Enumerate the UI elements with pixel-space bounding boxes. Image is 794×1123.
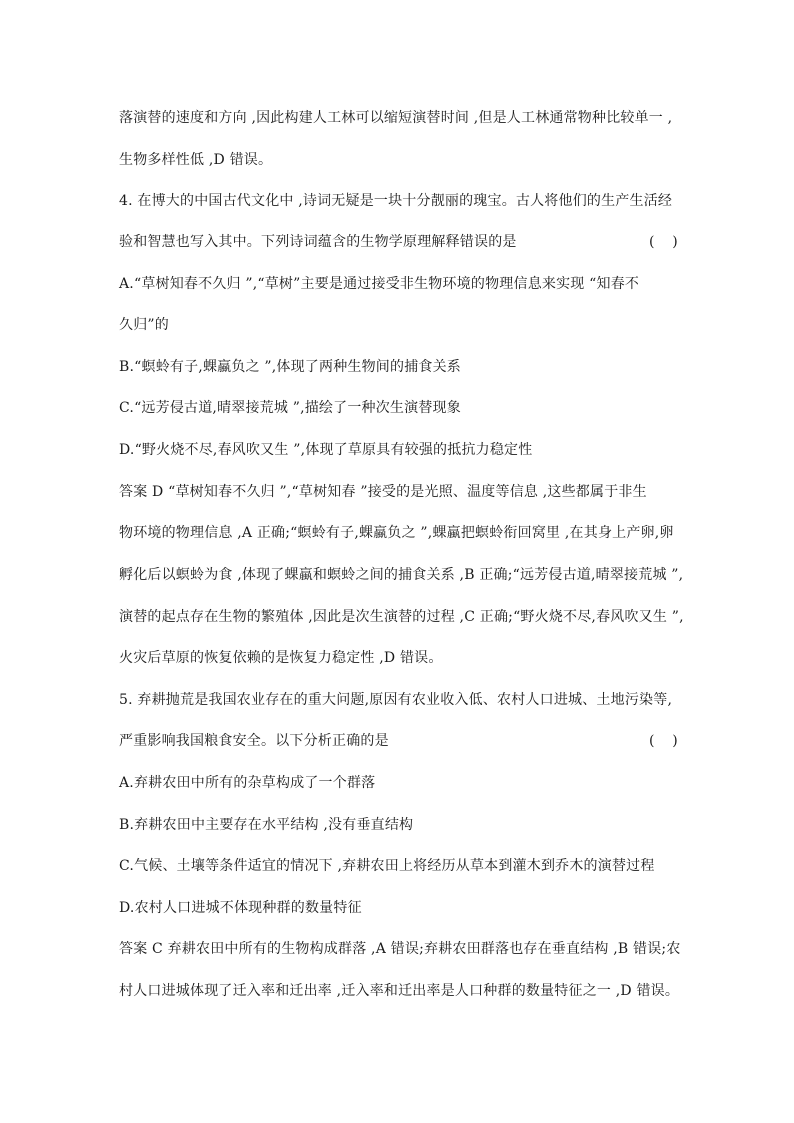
q4-answer-line-4: 演替的起点存在生物的繁殖体 ,因此是次生演替的过程 ,C 正确;“野火烧不尽,春风吹又生 ”, bbox=[119, 609, 684, 625]
q4-option-b: B.“螟蛉有子,蜾蠃负之 ”,体现了两种生物间的捕食关系 bbox=[119, 359, 462, 375]
q4-answer-line-3: 孵化后以螟蛉为食 ,体现了蜾蠃和螟蛉之间的捕食关系 ,B 正确;“远芳侵古道,晴翠接荒城 ”, bbox=[119, 567, 684, 583]
q3-explanation-line-2: 生物多样性低 ,D 错误。 bbox=[119, 152, 273, 168]
q5-option-b: B.弃耕农田中主要存在水平结构 ,没有垂直结构 bbox=[119, 817, 414, 833]
q4-answer-line-5: 火灾后草原的恢复依赖的是恢复力稳定性 ,D 错误。 bbox=[119, 650, 443, 666]
q5-stem-line-1: 5. 弃耕抛荒是我国农业存在的重大问题,原因有农业收入低、农村人口进城、土地污染等, bbox=[119, 692, 673, 708]
q4-answer-bracket: ( ) bbox=[649, 234, 678, 250]
q5-answer-bracket: ( ) bbox=[649, 733, 678, 749]
q5-option-c: C.气候、土壤等条件适宜的情况下 ,弃耕农田上将经历从草本到灌木到乔木的演替过程 bbox=[119, 858, 655, 874]
q5-option-a: A.弃耕农田中所有的杂草构成了一个群落 bbox=[119, 775, 376, 791]
q4-answer-line-2: 物环境的物理信息 ,A 正确;“螟蛉有子,蜾蠃负之 ”,蜾蠃把螟蛉衔回窝里 ,在其身上产卵,卵 bbox=[119, 525, 674, 541]
q4-option-a-line-1: A.“草树知春不久归 ”,“草树”主要是通过接受非生物环境的物理信息来实现 “知春不 bbox=[119, 276, 640, 292]
q4-option-d: D.“野火烧不尽,春风吹又生 ”,体现了草原具有较强的抵抗力稳定性 bbox=[119, 442, 533, 458]
q4-option-c: C.“远芳侵古道,晴翠接荒城 ”,描绘了一种次生演替现象 bbox=[119, 400, 461, 416]
q3-explanation-line-1: 落演替的速度和方向 ,因此构建人工林可以缩短演替时间 ,但是人工林通常物种比较单一 , bbox=[119, 110, 673, 126]
q4-option-a-line-2: 久归”的 bbox=[119, 317, 169, 333]
q4-stem-line-1: 4. 在博大的中国古代文化中 ,诗词无疑是一块十分靓丽的瑰宝。古人将他们的生产生活经 bbox=[119, 193, 673, 209]
q4-stem-line-2: 验和智慧也写入其中。下列诗词蕴含的生物学原理解释错误的是 bbox=[119, 234, 517, 250]
q4-answer-line-1: 答案 D “草树知春不久归 ”,“草树知春 ”接受的是光照、温度等信息 ,这些都属于非生 bbox=[119, 484, 647, 500]
q5-answer-line-2: 村人口进城体现了迁入率和迁出率 ,迁入率和迁出率是人口种群的数量特征之一 ,D 错误。 bbox=[119, 983, 680, 999]
q5-option-d: D.农村人口进城不体现种群的数量特征 bbox=[119, 900, 362, 916]
q5-stem-line-2: 严重影响我国粮食安全。以下分析正确的是 bbox=[119, 733, 389, 749]
q5-answer-line-1: 答案 C 弃耕农田中所有的生物构成群落 ,A 错误;弃耕农田群落也存在垂直结构 ,B 错误;农 bbox=[119, 941, 681, 957]
